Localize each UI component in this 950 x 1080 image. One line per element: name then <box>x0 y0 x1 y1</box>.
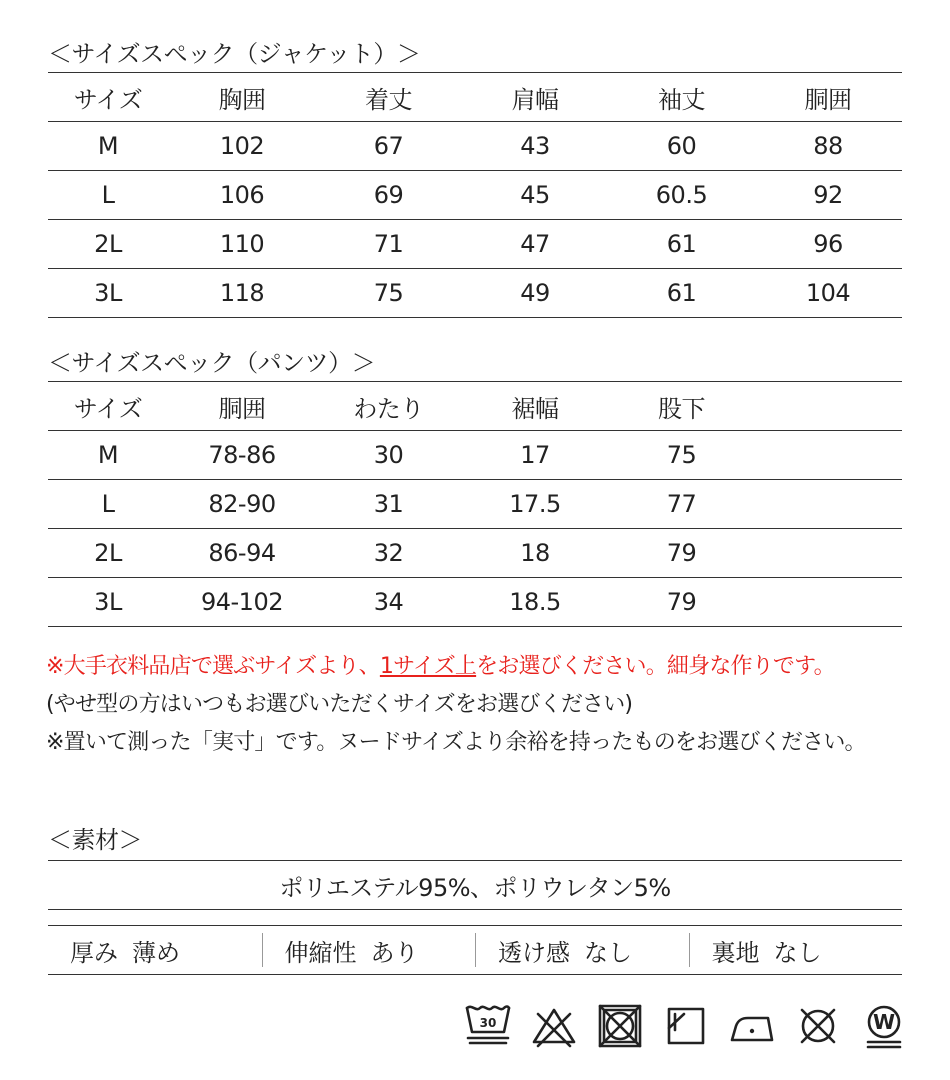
table-row <box>48 122 902 171</box>
table-row <box>48 480 902 529</box>
cell: 2L <box>48 529 168 578</box>
property-label: 厚み <box>70 938 118 967</box>
cell: 71 <box>316 220 461 269</box>
jacket-section-title: ＜サイズスペック（ジャケット）＞ <box>48 40 421 68</box>
no-tumble-dry-icon <box>594 1000 646 1052</box>
cell: M <box>48 431 168 480</box>
cell: 77 <box>609 480 754 529</box>
fabric-properties <box>48 925 902 975</box>
table-header-row <box>48 73 902 122</box>
low-iron-icon <box>726 1000 778 1052</box>
cell: 79 <box>609 578 754 627</box>
wash-30-icon <box>462 1000 514 1052</box>
cell: 96 <box>754 220 902 269</box>
table-row <box>48 269 902 318</box>
cell: 94-102 <box>168 578 316 627</box>
cell: 104 <box>754 269 902 318</box>
header-cell: 胴囲 <box>754 73 902 122</box>
table-row <box>48 431 902 480</box>
table-row <box>48 529 902 578</box>
no-dry-clean-icon <box>792 1000 844 1052</box>
cell: 61 <box>609 220 754 269</box>
cell: 88 <box>754 122 902 171</box>
cell: L <box>48 171 168 220</box>
header-cell: 裾幅 <box>461 382 609 431</box>
note-text: をお選びください。細身な作りです。 <box>476 654 835 679</box>
cell <box>754 529 902 578</box>
measurement-note: ※置いて測った「実寸」です。ヌードサイズより余裕を持ったものをお選びください。 <box>46 730 866 755</box>
cell: 31 <box>316 480 461 529</box>
cell: 92 <box>754 171 902 220</box>
cell: 60 <box>609 122 754 171</box>
jacket-size-table <box>48 72 902 318</box>
cell: 67 <box>316 122 461 171</box>
cell: L <box>48 480 168 529</box>
header-cell: わたり <box>316 382 461 431</box>
composition-text: ポリエステル95%、ポリウレタン5% <box>279 873 671 902</box>
cell: 69 <box>316 171 461 220</box>
header-cell: 股下 <box>609 382 754 431</box>
property-value: あり <box>370 938 419 967</box>
material-section-title: ＜素材＞ <box>48 826 142 854</box>
cell: 32 <box>316 529 461 578</box>
material-composition <box>48 860 902 910</box>
drip-dry-shade-icon <box>660 1000 712 1052</box>
cell: 3L <box>48 269 168 318</box>
cell <box>754 480 902 529</box>
cell: 110 <box>168 220 316 269</box>
pants-section-title: ＜サイズスペック（パンツ）＞ <box>48 349 376 377</box>
property-value: 薄め <box>132 938 180 967</box>
cell: 17.5 <box>461 480 609 529</box>
header-cell: 袖丈 <box>609 73 754 122</box>
header-cell: サイズ <box>48 382 168 431</box>
property-value: なし <box>584 938 632 967</box>
note-emphasis: 1サイズ上 <box>379 654 477 679</box>
table-row <box>48 578 902 627</box>
cell: 47 <box>461 220 609 269</box>
wash-temp-label: 30 <box>479 1016 497 1030</box>
size-advice-note <box>46 648 946 686</box>
note-text: ※大手衣料品店で選ぶサイズより、 <box>46 654 380 679</box>
cell <box>754 431 902 480</box>
table-row <box>48 220 902 269</box>
cell: 18 <box>461 529 609 578</box>
table-header-row <box>48 382 902 431</box>
cell: 3L <box>48 578 168 627</box>
cell: 102 <box>168 122 316 171</box>
cell: 18.5 <box>461 578 609 627</box>
cell: 79 <box>609 529 754 578</box>
property-value: なし <box>773 938 822 967</box>
cell: 17 <box>461 431 609 480</box>
cell: 78-86 <box>168 431 316 480</box>
cell: 45 <box>461 171 609 220</box>
header-cell: 胴囲 <box>168 382 316 431</box>
property-sheerness <box>475 933 689 967</box>
no-bleach-icon <box>528 1000 580 1052</box>
property-label: 裏地 <box>711 938 760 967</box>
property-thickness <box>48 933 262 967</box>
cell: 82-90 <box>168 480 316 529</box>
care-symbols <box>462 998 910 1054</box>
header-cell: 肩幅 <box>461 73 609 122</box>
cell: 106 <box>168 171 316 220</box>
cell: 75 <box>609 431 754 480</box>
wet-clean-icon <box>858 1000 910 1052</box>
size-notes <box>46 648 946 762</box>
cell <box>754 578 902 627</box>
cell: 118 <box>168 269 316 318</box>
header-cell: サイズ <box>48 73 168 122</box>
cell: 75 <box>316 269 461 318</box>
cell: 49 <box>461 269 609 318</box>
cell: 43 <box>461 122 609 171</box>
pants-size-table <box>48 381 902 627</box>
property-label: 伸縮性 <box>284 938 357 967</box>
wet-clean-letter: W <box>872 1010 896 1034</box>
cell: M <box>48 122 168 171</box>
cell: 60.5 <box>609 171 754 220</box>
slim-fit-note: (やせ型の方はいつもお選びいただくサイズをお選びください) <box>46 692 633 717</box>
table-row <box>48 171 902 220</box>
property-label: 透け感 <box>498 938 570 967</box>
property-lining <box>689 933 903 967</box>
cell: 30 <box>316 431 461 480</box>
header-cell: 胸囲 <box>168 73 316 122</box>
property-stretch <box>262 933 476 967</box>
header-cell <box>754 382 902 431</box>
header-cell: 着丈 <box>316 73 461 122</box>
cell: 34 <box>316 578 461 627</box>
cell: 86-94 <box>168 529 316 578</box>
cell: 61 <box>609 269 754 318</box>
cell: 2L <box>48 220 168 269</box>
